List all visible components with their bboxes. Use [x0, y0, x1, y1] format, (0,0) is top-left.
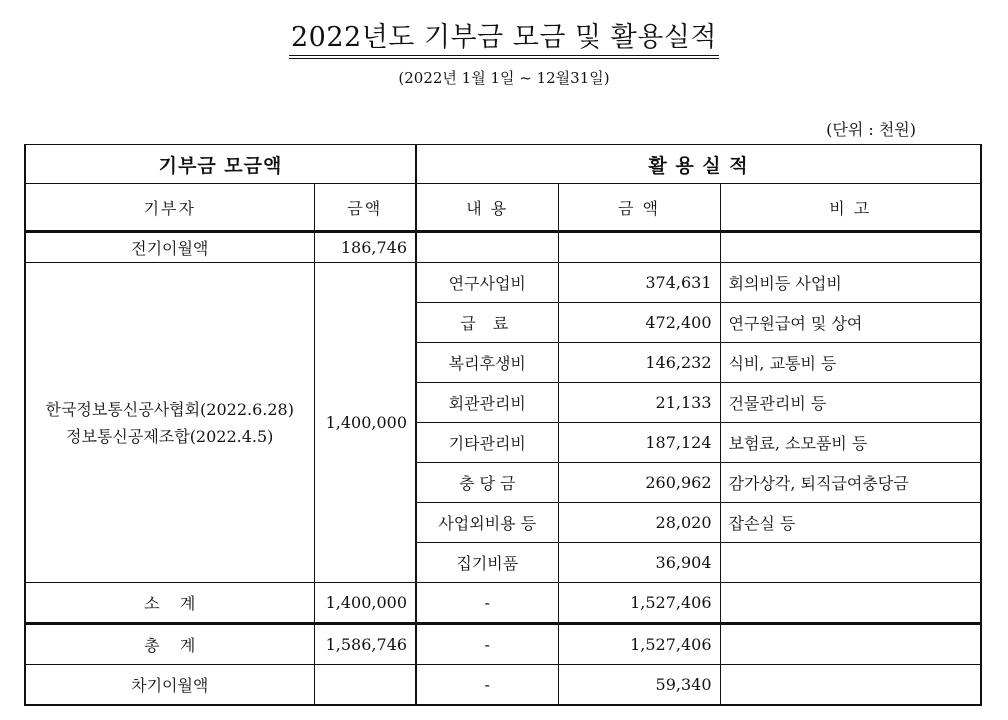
col-header-note: 비 고 — [720, 184, 981, 232]
subtotal-use-amount: 1,527,406 — [558, 583, 720, 624]
subtotal-note — [720, 583, 981, 624]
total-note — [720, 624, 981, 665]
total-row — [25, 624, 981, 665]
next-carryover-note — [720, 665, 981, 706]
donation-table — [24, 144, 982, 706]
unit-text: (단위 : 천원) — [826, 120, 916, 139]
subtotal-row — [25, 583, 981, 624]
use-content: 집기비품 — [416, 543, 558, 583]
carryover-amount: 186,746 — [314, 232, 416, 263]
col-header-donor: 기부자 — [25, 184, 314, 232]
total-label: 총 계 — [25, 624, 314, 665]
use-content: 복리후생비 — [416, 343, 558, 383]
carryover-empty-note — [720, 232, 981, 263]
col-header-amount: 금액 — [314, 184, 416, 232]
use-amount: 28,020 — [558, 503, 720, 543]
total-use-amount: 1,527,406 — [558, 624, 720, 665]
use-content: 급 료 — [416, 303, 558, 343]
next-carryover-row — [25, 665, 981, 706]
use-amount: 374,631 — [558, 263, 720, 303]
total-content: - — [416, 624, 558, 665]
next-carryover-amount — [314, 665, 416, 706]
carryover-empty-content — [416, 232, 558, 263]
use-amount: 472,400 — [558, 303, 720, 343]
use-note: 연구원급여 및 상여 — [720, 303, 981, 343]
header-fundraising: 기부금 모금액 — [25, 145, 416, 184]
document-title — [0, 22, 1008, 59]
col-header-content: 내 용 — [416, 184, 558, 232]
use-amount: 187,124 — [558, 423, 720, 463]
col-header-use-amount: 금 액 — [558, 184, 720, 232]
donor-name-2: 정보통신공제조합(2022.4.5) — [66, 426, 274, 446]
period-text: (2022년 1월 1일 ~ 12월31일) — [398, 69, 610, 87]
use-content: 회관관리비 — [416, 383, 558, 423]
header-usage: 활 용 실 적 — [416, 145, 981, 184]
subtotal-content: - — [416, 583, 558, 624]
use-note: 잡손실 등 — [720, 503, 981, 543]
header-row-2 — [25, 184, 981, 232]
next-carryover-content: - — [416, 665, 558, 706]
use-amount: 36,904 — [558, 543, 720, 583]
carryover-empty-amount — [558, 232, 720, 263]
table-row — [25, 263, 981, 303]
document-title-text: 2022년도 기부금 모금 및 활용실적 — [289, 22, 719, 59]
use-content: 사업외비용 등 — [416, 503, 558, 543]
donor-amount: 1,400,000 — [314, 263, 416, 583]
carryover-row — [25, 232, 981, 263]
use-content: 기타관리비 — [416, 423, 558, 463]
use-amount: 146,232 — [558, 343, 720, 383]
use-note: 감가상각, 퇴직급여충당금 — [720, 463, 981, 503]
carryover-label: 전기이월액 — [25, 232, 314, 263]
use-note — [720, 543, 981, 583]
subtotal-amount: 1,400,000 — [314, 583, 416, 624]
use-amount: 260,962 — [558, 463, 720, 503]
total-amount: 1,586,746 — [314, 624, 416, 665]
use-note: 식비, 교통비 등 — [720, 343, 981, 383]
use-content: 연구사업비 — [416, 263, 558, 303]
donor-name-1: 한국정보통신공사협회(2022.6.28) — [45, 399, 294, 419]
next-carryover-use-amount: 59,340 — [558, 665, 720, 706]
use-content: 충 당 금 — [416, 463, 558, 503]
use-note: 보험료, 소모품비 등 — [720, 423, 981, 463]
next-carryover-label: 차기이월액 — [25, 665, 314, 706]
use-note: 회의비등 사업비 — [720, 263, 981, 303]
header-row-1 — [25, 145, 981, 184]
use-note: 건물관리비 등 — [720, 383, 981, 423]
subtotal-label: 소 계 — [25, 583, 314, 624]
use-amount: 21,133 — [558, 383, 720, 423]
donor-names-cell — [25, 263, 314, 583]
